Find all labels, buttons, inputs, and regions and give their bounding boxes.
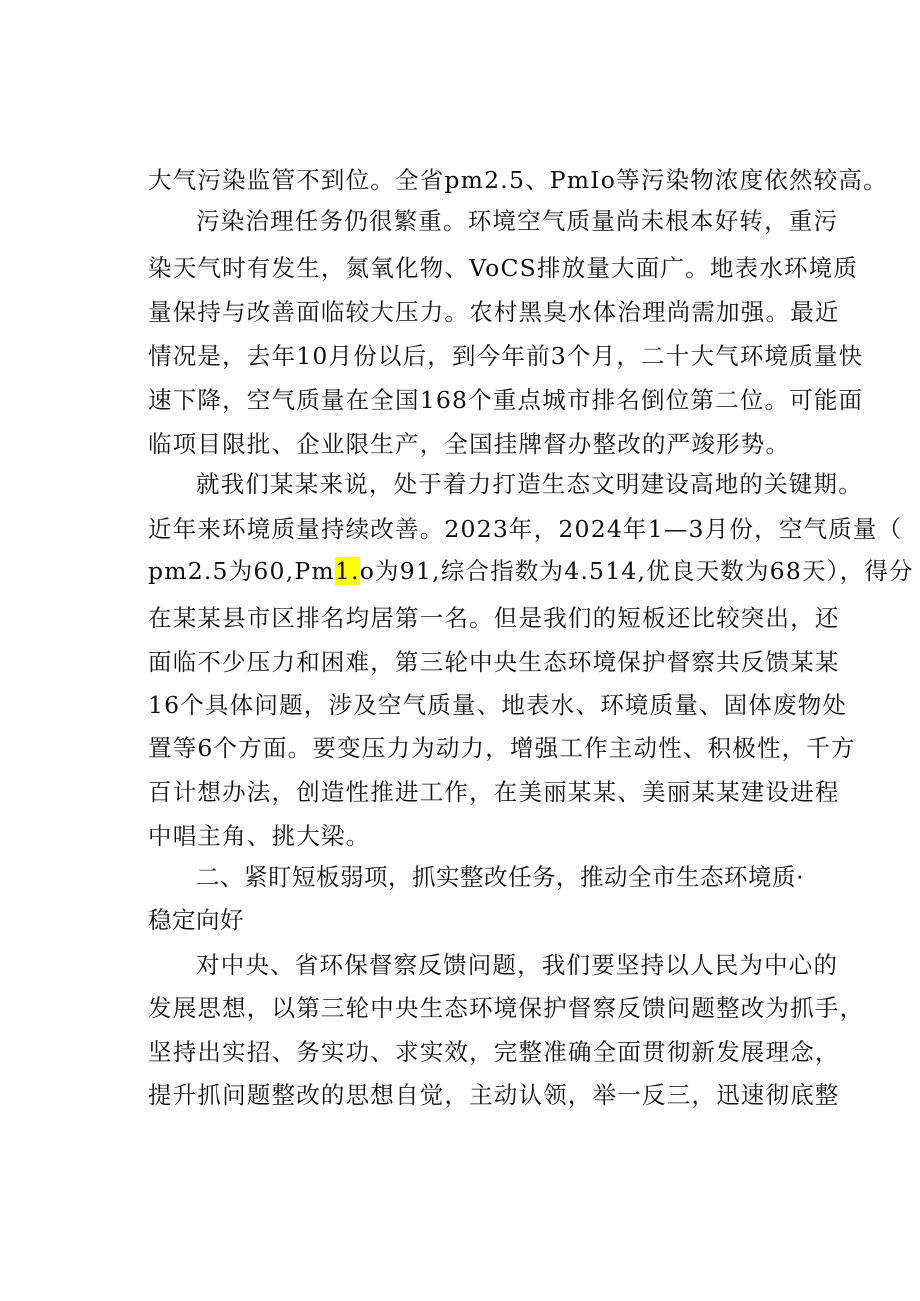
text-line: 中唱主角、挑大梁。 (148, 822, 371, 850)
text-line: 提升抓问题整改的思想自觉，主动认领，举一反三，迅速彻底整 (148, 1081, 840, 1109)
text-segment: o为91,综合指数为4.514,优良天数为68天），得分 (359, 557, 914, 585)
highlight-mark: 1. (334, 557, 360, 585)
section-heading: 二、紧盯短板弱项，抓实整改任务，推动全市生态环境质· (196, 863, 804, 891)
text-line: 置等6个方面。要变压力为动力，增强工作主动性、积极性，千方 (148, 734, 856, 762)
text-line-highlighted (148, 556, 914, 586)
text-line: 就我们某某来说，处于着力打造生态文明建设高地的关键期。 (196, 470, 863, 498)
text-line: 发展思想，以第三轮中央生态环境保护督察反馈问题整改为抓手， (148, 994, 865, 1022)
text-line: 在某某县市区排名均居第一名。但是我们的短板还比较突出，还 (148, 604, 840, 632)
text-line: 量保持与改善面临较大压力。农村黑臭水体治理尚需加强。最近 (148, 298, 840, 326)
text-line: 面临不少压力和困难，第三轮中央生态环境保护督察共反馈某某 (148, 648, 840, 676)
text-line: 临项目限批、企业限生产，全国挂牌督办整改的严竣形势。 (148, 430, 791, 458)
text-line: 速下降，空气质量在全国168个重点城市排名倒位第二位。可能面 (148, 386, 864, 414)
text-line: 情况是，去年10月份以后，到今年前3个月，二十大气环境质量快 (148, 342, 864, 370)
text-line: 百计想办法，创造性推进工作，在美丽某某、美丽某某建设进程 (148, 778, 840, 806)
text-line: 近年来环境质量持续改善。2023年，2024年1—3月份，空气质量（ (148, 515, 903, 543)
text-line: 坚持出实招、务实功、求实效，完整准确全面贯彻新发展理念， (148, 1038, 840, 1066)
text-segment: pm2.5为60,Pm (148, 557, 335, 585)
text-line: 对中央、省环保督察反馈问题，我们要坚持以人民为中心的 (196, 951, 839, 979)
text-line: 大气污染监管不到位。全省pm2.5、PmIo等污染物浓度依然较高。 (148, 166, 888, 194)
text-line: 16个具体问题，涉及空气质量、地表水、环境质量、固体废物处 (148, 691, 848, 719)
section-heading-continued: 稳定向好 (148, 906, 244, 934)
text-line: 污染治理任务仍很繁重。环境空气质量尚未根本好转，重污 (196, 207, 839, 235)
text-line: 染天气时有发生，氮氧化物、VoCS排放量大面广。地表水环境质 (148, 254, 859, 282)
